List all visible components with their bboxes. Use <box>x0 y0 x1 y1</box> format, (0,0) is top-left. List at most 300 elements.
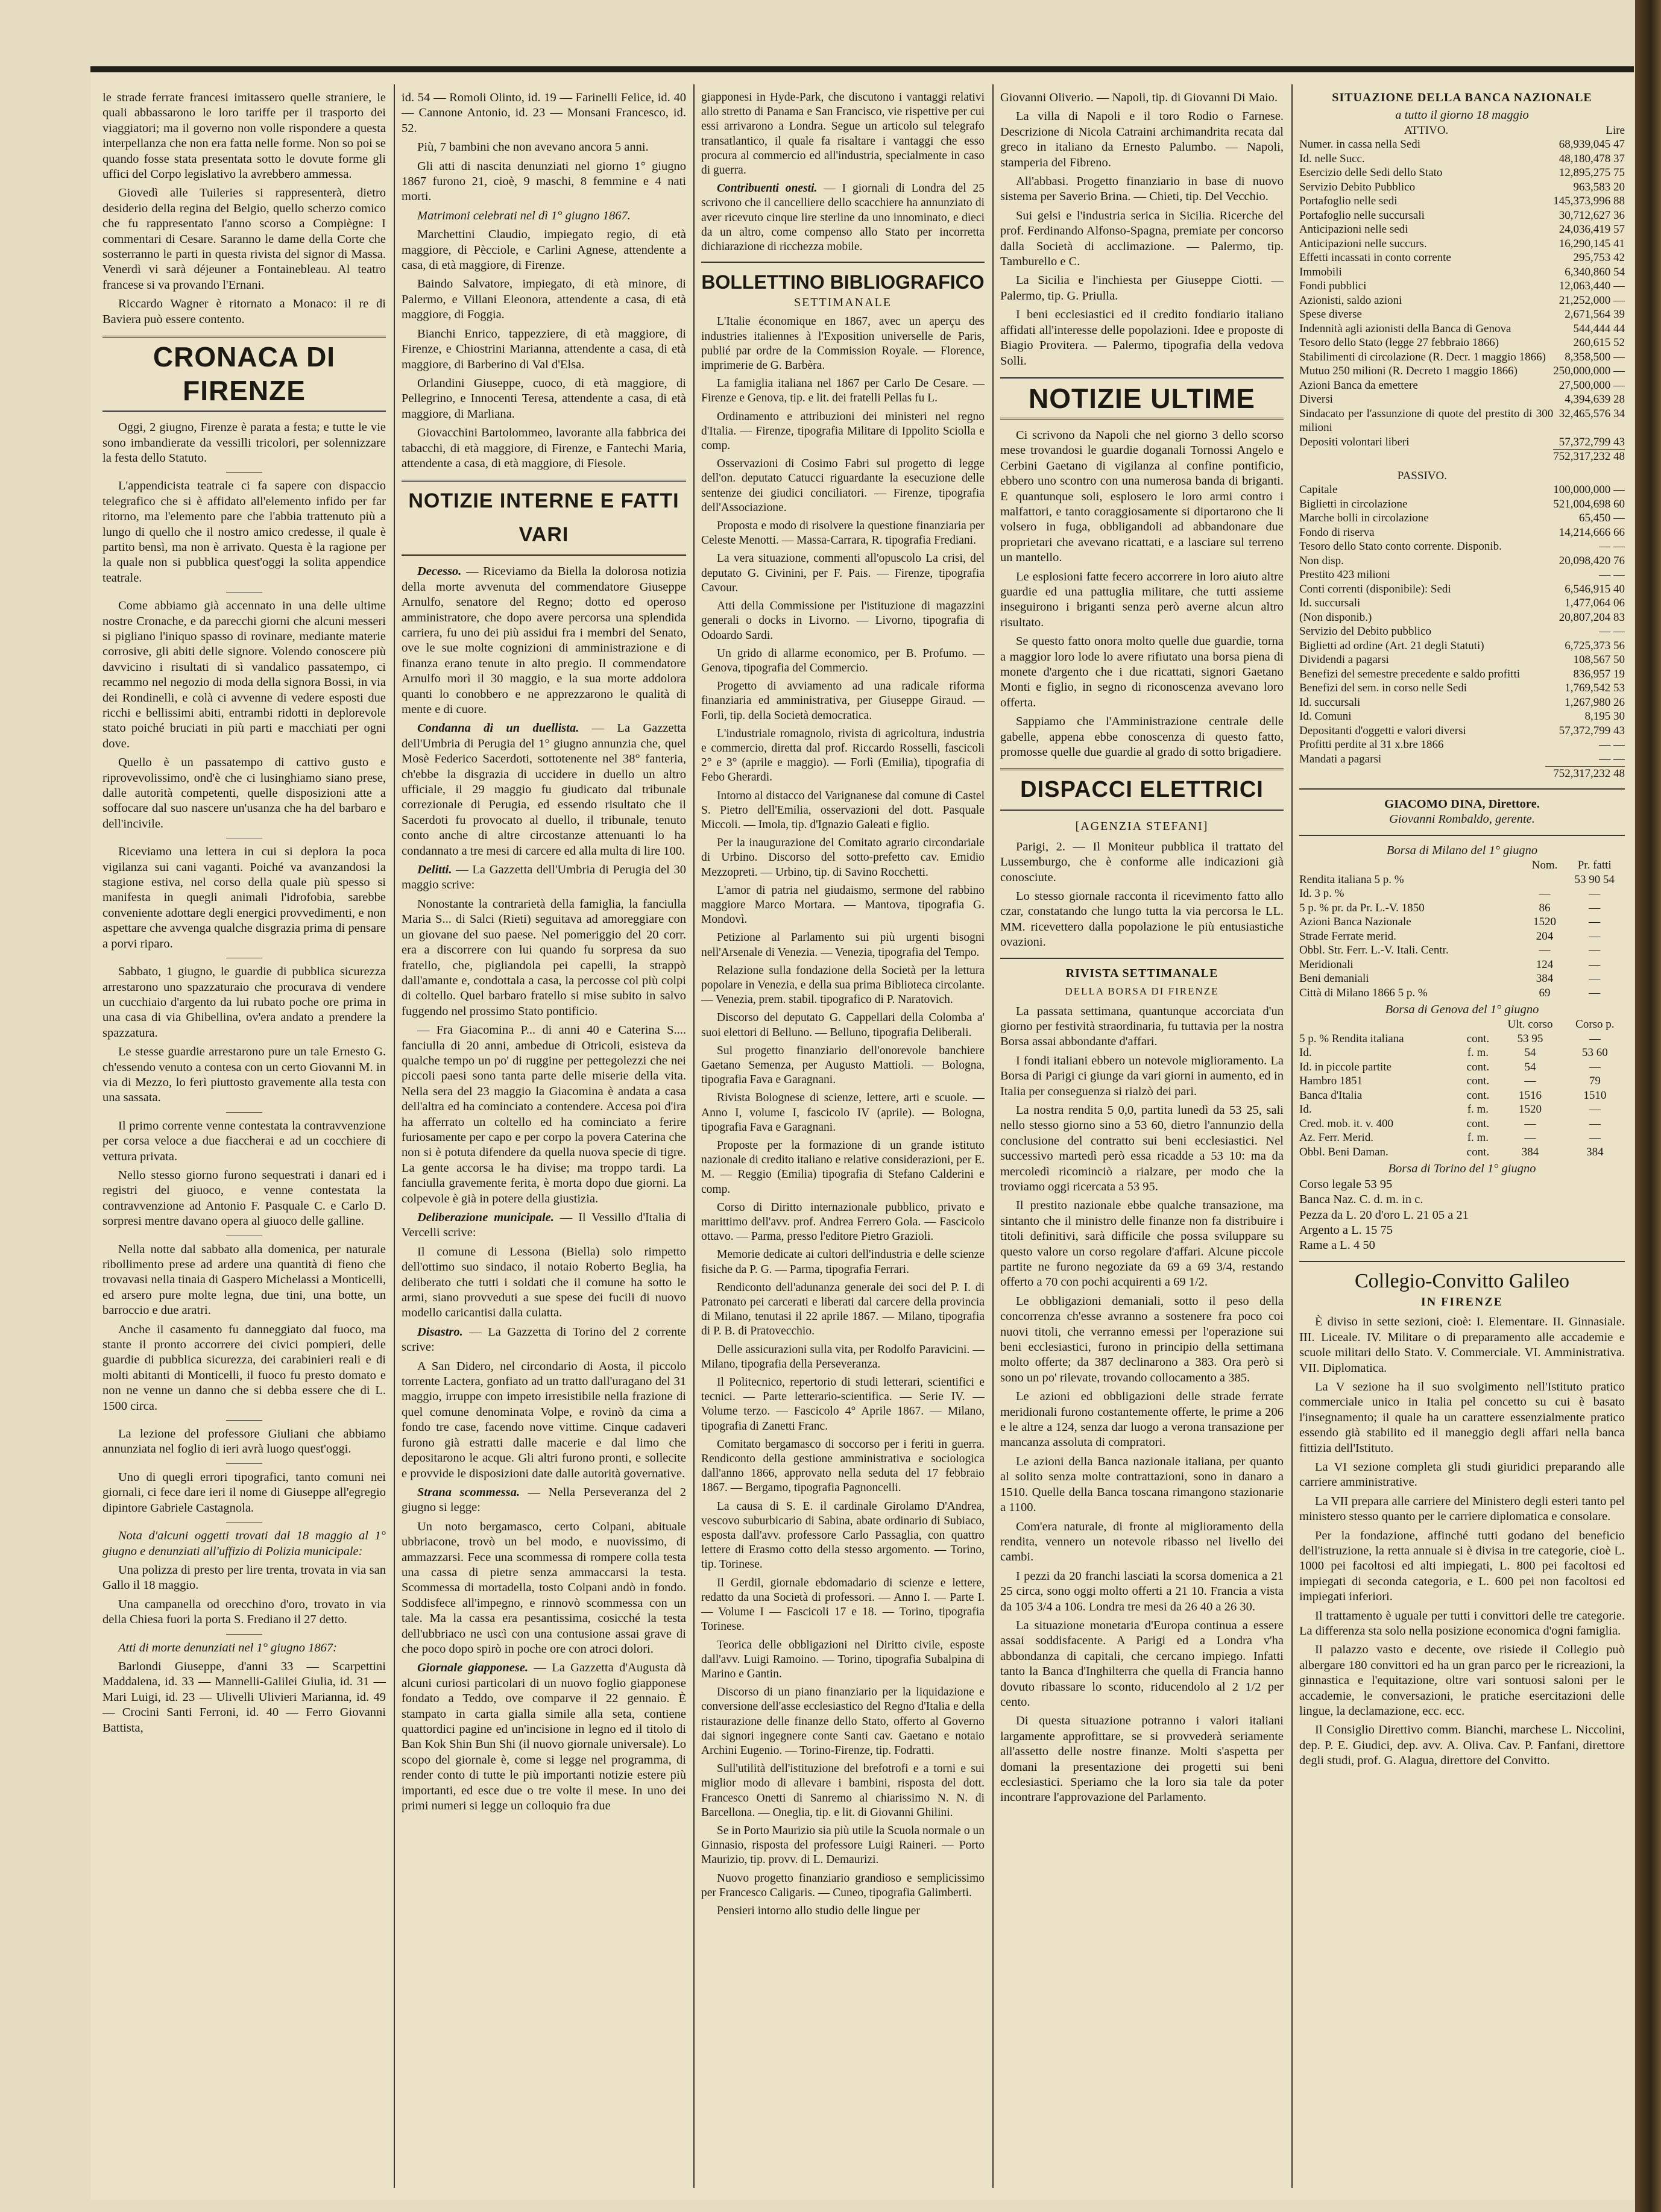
table-row <box>1299 929 1625 944</box>
table-cell: — <box>1524 1131 1536 1145</box>
table-cell: Obbl. Beni Daman. <box>1299 1145 1388 1158</box>
bibliography-entry: Intorno al distacco del Varignanese dal comune di Castel S. Pietro dell'Emilia, osservazioni del dott. Pasquale Miccoli. — Imola, tip. d'Ignazio Galeati e figlio. <box>701 789 985 831</box>
item-value: 100,000,000 — <box>1553 483 1625 497</box>
table-cell: Cred. mob. it. v. 400 <box>1299 1117 1394 1130</box>
bibliography-entry: Discorso di un piano finanziario per la liquidazione e conversione dell'asse ecclesiastico del Regno d'Italia e della ristaurazione delle finanze dello Stato, offerto al Governo dai signori ingegnere conte Santi cav. Gaetano e notaio Archini Eugenio. — Torino-Firenze, tip. Fodratti. <box>701 1686 985 1757</box>
paragraph: Per la fondazione, affinché tutti godano del beneficio dell'istruzione, la retta annuale si è divisa in tre categorie, cioè L. 1000 pei facoltosi ed alti impiegati, L. 800 pei facoltosi ed impiegati di seconda categoria, e L. 600 pei non facoltosi ed impiegati inferiori. <box>1299 1529 1625 1604</box>
table-cell: — <box>1589 901 1601 914</box>
column-header <box>1299 1017 1461 1032</box>
bibliography-entry: Sul progetto finanziario dell'onorevole banchiere Gaetano Semenza, per Augusto Mattioli. — Bologna, tipografia Fava e Garagnani. <box>701 1044 985 1087</box>
table-cell: Beni demaniali <box>1299 972 1369 985</box>
table-row <box>1299 407 1625 435</box>
bollettino-subheading: SETTIMANALE <box>794 296 892 310</box>
item-label: Spese diverse <box>1299 308 1362 321</box>
table-row <box>1299 180 1625 195</box>
item-label: Immobili <box>1299 265 1342 278</box>
divider <box>1299 835 1625 836</box>
item-label: Effetti incassati in conto corrente <box>1299 251 1451 265</box>
table-row <box>1299 539 1625 554</box>
paragraph: La passata settimana, quantunque accorciata d'un giorno per festività straordinaria, fu tuttavia per la nostra Borsa assai abbondante d'affari. <box>1000 1004 1284 1049</box>
item-value: 1,267,980 26 <box>1565 696 1625 709</box>
table-row <box>1299 1145 1625 1160</box>
table-row <box>1299 350 1625 365</box>
paragraph: giapponesi in Hyde-Park, che discutono i vantaggi relativi allo stretto di Panama e San Francisco, vie rispettive per cui essi arrivarono a Londra. Segue un articolo sul telegrafo transatlantico, il quale fa risaltare i vantaggi che esso procura al commercio ed all'industria, specialmente in caso di guerra. <box>701 91 985 177</box>
paragraph: Orlandini Giuseppe, cuoco, di età maggiore, di Pellegrino, e Innocenti Teresa, attendente a casa, di età maggiore, di Marliana. <box>402 376 686 421</box>
paragraph: Il Consiglio Direttivo comm. Bianchi, marchese L. Niccolini, dep. P. E. Giudici, dep. avv. A. Oliva. Cav. P. Fanfani, direttore degli studi, prof. G. Alagua, direttore del Convitto. <box>1299 1723 1625 1768</box>
table-cell: 54 <box>1524 1060 1536 1073</box>
item-value: 57,372,799 43 <box>1559 724 1625 737</box>
genova-title: Borsa di Genova del 1° giugno <box>1385 1003 1539 1017</box>
bibliography-entry: Il Politecnico, repertorio di studi letterari, scientifici e tecnici. — Parte letterario-scientifica. — Serie IV. — Volume terzo. — Fascicolo 4° Aprile 1867. — Milano, tipografia di Zanetti Franc. <box>701 1376 985 1433</box>
table-row <box>1299 709 1625 724</box>
table-cell: — <box>1589 1060 1601 1073</box>
table-row <box>1299 137 1625 152</box>
table-row <box>1299 497 1625 512</box>
table-cell: 5 p. % Rendita italiana <box>1299 1032 1404 1045</box>
divider <box>1299 1261 1625 1262</box>
paragraph: Bianchi Enrico, tappezziere, di età maggiore, di Firenze, e Chiostrini Marianna, attendente a casa, di età maggiore, di Barberino di Val d'Elsa. <box>402 327 686 371</box>
paragraph: id. 54 — Romoli Olinto, id. 19 — Farinelli Felice, id. 40 — Cannone Antonio, id. 23 — Monsani Francesco, id. 52. <box>402 91 686 135</box>
column-header: Ult. corso <box>1507 1018 1553 1031</box>
table-cell <box>1525 873 1565 887</box>
table-cell: — <box>1589 887 1601 900</box>
item-label: Sindacato per l'assunzione di quote del prestito di 300 milioni <box>1299 407 1554 435</box>
table-cell: 204 <box>1536 929 1554 943</box>
torino-list <box>1299 1177 1625 1254</box>
divider <box>701 262 985 263</box>
paragraph: Più, 7 bambini che non avevano ancora 5 anni. <box>417 140 649 154</box>
paragraph: La VI sezione completa gli studi giuridici preparando alle carriere amministrative. <box>1299 1460 1625 1489</box>
paragraph: La nostra rendita 5 0,0, partita lunedì da 53 25, sali nello stesso giorno sino a 53 60, dietro l'annunzio della conclusione del contratto sui beni ecclesiastici. Nel successivo martedì però essa ricadde a 53 10: ma da mercoledì ricominciò a rialzare, per modo che la troviamo oggi ricercata a 53 95. <box>1000 1103 1284 1193</box>
item-label: Marche bolli in circolazione <box>1299 512 1429 525</box>
bibliography-entry: I beni ecclesiastici ed il credito fondiario italiano affidati all'interesse delle popolazioni. Idee e proposte di Biagio Provitera. — Palermo, tipografia della vedova Solli. <box>1000 308 1284 368</box>
paragraph: Riccardo Wagner è ritornato a Monaco: il re di Baviera può essere contento. <box>102 297 386 326</box>
collegio-body <box>1299 1315 1625 1768</box>
table-cell: 53 90 54 <box>1574 873 1615 886</box>
item-label: Mutuo 250 milioni (R. Decreto 1 maggio 1866) <box>1299 365 1518 378</box>
table-row <box>1299 483 1625 497</box>
table-row <box>1299 322 1625 336</box>
bibliography-entry: All'abbasi. Progetto finanziario in base di nuovo sistema per Saverio Brina. — Chieti, tip. Del Vecchio. <box>1000 175 1284 204</box>
column-rule <box>1291 84 1293 2188</box>
paragraph: Sabbato, 1 giugno, le guardie di pubblica sicurezza arrestarono uno spazzaturaio che procurava di vendere un cucchiaio d'argento da lui rubato poche ore prima in una casa di via Ghibellina, ov'era andato a prendere la spazzatura. <box>102 965 386 1040</box>
paragraph: Se questo fatto onora molto quelle due guardie, torna a maggior loro lode lo avere rifiutato una borsa piena di monete d'argento che i due ricattati, signori Gaetano Monti e figlio, in segno di riconoscenza avevano loro offerta. <box>1000 635 1284 709</box>
table-cell: — <box>1589 916 1601 929</box>
table-cell: 1516 <box>1518 1089 1542 1102</box>
paragraph: Le azioni della Banca nazionale italiana, per quanto al solito senza molte contrattazioni, sono in danaro a 1510. Quelle della Banca toscana rimangono stazionarie a 1100. <box>1000 1454 1284 1515</box>
item-value: 6,725,373 56 <box>1565 639 1625 652</box>
table-row <box>1299 724 1625 738</box>
table-row <box>1299 958 1625 972</box>
table-row <box>1299 511 1625 526</box>
bibliography-entry: L'amor di patria nel giudaismo, sermone del rabbino maggiore Marco Mortara. — Mantova, tipografia G. Mondovì. <box>701 884 985 926</box>
milano-table <box>1299 858 1625 1000</box>
item-label: Biglietti in circolazione <box>1299 497 1408 511</box>
table-cell: 53 95 <box>1517 1032 1543 1045</box>
paragraph: Riceviamo una lettera in cui si deplora la poca vigilanza sui cani vaganti. Poiché va avanzandosi la stagione estiva, nel corso della quale più spesso si manifesta in quegli animali l'idrofobia, sarebbe conveniente adottare degli energici provvedimenti, e non aspettare che avvenga qualche disgrazia prima di pensare a porvi riparo. <box>102 845 386 950</box>
item-label: Numer. in cassa nella Sedi <box>1299 138 1421 151</box>
table-cell: Banca d'Italia <box>1299 1089 1363 1102</box>
table-row <box>1299 265 1625 280</box>
table-cell: 124 <box>1536 958 1554 971</box>
table-row <box>1299 1032 1625 1046</box>
table-row <box>1299 738 1625 752</box>
column-header <box>1299 858 1525 873</box>
item-value: 57,372,799 43 <box>1559 435 1625 448</box>
paragraph: Anche il casamento fu danneggiato dal fuoco, ma stante il pronto accorrere dei civici pompieri, delle guardie di pubblica sicurezza, dei carabinieri reali e di molti abitanti di Monticelli, il fuoco fu presto domato e non ne venne un danno che si debba essere che di L. 1500 circa. <box>102 1322 386 1413</box>
item-label: Profitti perdite al 31 x.bre 1866 <box>1299 738 1444 752</box>
paragraph: Di questa situazione potranno i valori italiani largamente approfittare, se si provvederà seriamente all'assetto delle nostre finanze. Molti s'aspetta per domani la presentazione dei progetti sui beni ecclesiastici. Speriamo che la loro sia tale da poter incontrare l'approvazione del Parlamento. <box>1000 1714 1284 1805</box>
bibliography-entry: Teorica delle obbligazioni nel Diritto civile, esposte dall'avv. Luigi Ramoino. — Torino, tipografia Subalpina di Marino e Gantin. <box>701 1638 985 1680</box>
item-label: Benefizi del sem. in corso nelle Sedi <box>1299 682 1467 695</box>
paragraph: Il trattamento è uguale per tutti i convittori delle tre categorie. La differenza sta solo nella posizione economica d'ogni famiglia. <box>1299 1609 1625 1638</box>
table-row <box>1299 379 1625 393</box>
paragraph: Com'era naturale, di fronte al miglioramento della rendita, vennero un notevole ribasso nel livello dei cambi. <box>1000 1519 1284 1564</box>
item-value: — — <box>1599 540 1625 553</box>
table-row <box>1299 752 1625 767</box>
item-label: Dividendi a pagarsi <box>1299 653 1389 667</box>
paragraph: Nella notte dal sabbato alla domenica, per naturale ribollimento prese ad ardere una quantità di fieno che trovavasi nella tinaia di Gaspero Michelassi a Monticelli, ed arsero pure molte legna, due tini, una botte, un barroccio e due aratri. <box>102 1242 386 1318</box>
item-value: 16,290,145 41 <box>1559 237 1625 250</box>
item-keyword: Disastro. <box>417 1325 463 1339</box>
banca-date: a tutto il giorno 18 maggio <box>1395 108 1529 122</box>
table-cell: — <box>1589 929 1601 943</box>
item-value: 145,373,996 88 <box>1553 195 1625 208</box>
table-cell: 384 <box>1521 1145 1539 1158</box>
item-value: — — <box>1599 738 1625 752</box>
objects-title: Nota d'alcuni oggetti trovati dal 18 maggio al 1° giugno e denunziati all'uffizio di Polizia municipale: <box>102 1529 386 1558</box>
table-row <box>1299 209 1625 223</box>
notizie-interne-heading: NOTIZIE INTERNE E FATTI VARI <box>402 480 686 556</box>
item-value: 20,807,204 83 <box>1559 611 1625 624</box>
paragraph: Le azioni ed obbligazioni delle strade ferrate meridionali furono costantemente offerte, le prime a 206 e le altre a 124, senza dar luogo a verona transazione per mancanza assoluta di compratori. <box>1000 1390 1284 1450</box>
table-row <box>1299 582 1625 597</box>
passivo-table <box>1299 469 1625 781</box>
rivista-title: RIVISTA SETTIMANALE <box>1065 966 1218 980</box>
bibliography-entry: Rivista Bolognese di scienze, lettere, arti e scuole. — Anno I, volume I, fascicolo IV (aprile). — Bologna, tipografia Fava e Garagnani. <box>701 1092 985 1134</box>
item-label: Id. nelle Succ. <box>1299 152 1365 165</box>
paragraph: I pezzi da 20 franchi lasciati la scorsa domenica a 21 25 circa, sono oggi molto offerti a 21 10. Francia a vista da 105 3/4 a 106. Londra tre mesi da 26 40 a 26 30. <box>1000 1569 1284 1613</box>
passivo-label: PASSIVO. <box>1397 469 1447 482</box>
dispacci-heading: DISPACCI ELETTRICI <box>1000 768 1284 811</box>
bibliography-entry: La famiglia italiana nel 1867 per Carlo De Cesare. — Firenze e Genova, tip. e lit. dei fratelli Pellas fu L. <box>701 377 985 405</box>
table-row <box>1299 307 1625 322</box>
rivista-body <box>1000 1004 1284 1806</box>
table-cell: f. m. <box>1467 1046 1489 1060</box>
item-value: 30,712,627 36 <box>1559 209 1625 222</box>
paragraph: Sappiamo che l'Amministrazione centrale delle gabelle, appena ebbe conoscenza di questo fatto, promosse quelle due guardie al grado di sotto brigadiere. <box>1000 715 1284 759</box>
paragraph: Quello è un passatempo di cattivo gusto e riprovevolissimo, ond'è che ci lusinghiamo siano prese, dalle autorità competenti, quelle disposizioni atte a soffocare dal suo nascere un'usanza che ha del barbaro e dell'incivile. <box>102 756 386 831</box>
paragraph: Le esplosioni fatte fecero accorrere in loro aiuto altre guardie ed una pattuglia militare, che tutti assieme inseguirono i briganti senza però averne alcun altro risultato. <box>1000 570 1284 629</box>
table-row <box>1299 364 1625 379</box>
table-header-row <box>1299 1017 1625 1032</box>
dispacci-subheading: [AGENZIA STEFANI] <box>1075 820 1209 834</box>
bibliography-entry: Discorso del deputato G. Cappellari della Colomba a' suoi elettori di Belluno. — Belluno, tipografia Deliberali. <box>701 1011 985 1039</box>
table-row <box>1299 1060 1625 1075</box>
bibliography-entry: Progetto di avviamento ad una radicale riforma finanziaria ed amministrativa, per Giuseppe Giraud. — Forlì, tip. della Società democratica. <box>701 680 985 722</box>
table-cell: Città di Milano 1866 5 p. % <box>1299 986 1428 999</box>
notizie-ultime-heading: NOTIZIE ULTIME <box>1000 377 1284 419</box>
torino-title: Borsa di Torino del 1° giugno <box>1388 1162 1536 1176</box>
item-value: 521,004,698 60 <box>1553 497 1625 511</box>
table-cell: Id. in piccole partite <box>1299 1060 1392 1073</box>
table-row <box>1299 887 1625 901</box>
divider <box>226 1112 262 1113</box>
paragraph: La situazione monetaria d'Europa continua a essere assai soddisfacente. A Parigi ed a Londra v'ha abbondanza di capitali, che cercano impiego. Infatti tanto la Banca d'Inghilterra che quella di Francia hanno dovuto ribassare lo sconto, riducendolo al 2 1/2 per cento. <box>1000 1618 1284 1709</box>
table-cell: — <box>1539 944 1551 957</box>
item-value: 14,214,666 66 <box>1559 526 1625 539</box>
bibliography-entry: Petizione al Parlamento sui più urgenti bisogni nell'Arsenale di Venezia. — Venezia, tipografia del Tempo. <box>701 931 985 959</box>
table-row <box>1299 279 1625 294</box>
table-cell: Strade Ferrate merid. <box>1299 929 1396 943</box>
item-label: Tesoro dello Stato (legge 27 febbraio 1866) <box>1299 336 1499 350</box>
item-keyword: Deliberazione municipale. <box>417 1211 554 1224</box>
table-cell: f. m. <box>1467 1103 1489 1116</box>
newspaper-page <box>90 66 1634 2200</box>
deaths-list: Barlondi Giuseppe, d'anni 33 — Scarpettini Maddalena, id. 33 — Mannelli-Galilei Giulia, id. 31 — Mari Luigi, id. 23 — Ulivelli Ulivieri Marianna, id. 49 — Crocini Santi Ferroni, id. 40 — Ferro Giovanni Battista, <box>102 1659 386 1735</box>
item-value: 12,895,275 75 <box>1559 166 1625 180</box>
table-row <box>1299 972 1625 986</box>
bibliography-entry: Per la inaugurazione del Comitato agrario circondariale di Urbino. Discorso del sotto-prefetto cav. Emidio Mezzopreti. — Urbino, tip. di Savino Rocchetti. <box>701 837 985 879</box>
item-label: Benefizi del semestre precedente e saldo profitti <box>1299 667 1521 680</box>
item-label: Esercizio delle Sedi dello Stato <box>1299 166 1443 180</box>
marriages-title: Matrimoni celebrati nel dì 1° giugno 1867. <box>417 209 631 222</box>
banca-title: SITUAZIONE DELLA BANCA NAZIONALE <box>1332 91 1592 104</box>
item-label: Prestito 423 milioni <box>1299 568 1390 582</box>
table-row <box>1299 653 1625 667</box>
table-row <box>1299 237 1625 251</box>
item-label: Azionisti, saldo azioni <box>1299 294 1402 307</box>
column-header: Pr. fatti <box>1577 859 1612 872</box>
paragraph: le strade ferrate francesi imitassero quelle straniere, le quali abbassarono le loro tariffe per il trasporto dei viaggiatori; ma il governo non volle rispondere a questa interpellanza che non era fatta nelle forme. Non so poi se quando fosse stata presentata sotto le dovute forme gli uffici del Corpo legislativo la avrebbero ammessa. <box>102 91 386 181</box>
item-label: Anticipazioni nelle sedi <box>1299 223 1408 236</box>
item-value: 65,450 — <box>1579 512 1625 525</box>
table-cell: — <box>1589 1032 1601 1045</box>
table-row <box>1299 1102 1625 1117</box>
item-value: 24,036,419 57 <box>1559 223 1625 236</box>
rivista-subtitle: DELLA BORSA DI FIRENZE <box>1065 985 1219 998</box>
item-value: 20,098,420 76 <box>1559 554 1625 567</box>
torino-line: Banca Naz. C. d. m. in c. <box>1299 1193 1423 1207</box>
milano-title: Borsa di Milano del 1° giugno <box>1386 843 1538 857</box>
bibliography-entry: Il Gerdil, giornale ebdomadario di scienze e lettere, redatto da una Società di professori. — Anno I. — Parte I. — Volume I — Fascicoli 17 e 18. — Torino, tipografia Torinese. <box>701 1576 985 1633</box>
bibliography-entry: La Sicilia e l'inchiesta per Giuseppe Ciotti. — Palermo, tip. G. Priulla. <box>1000 274 1284 303</box>
column-1 <box>102 90 386 2182</box>
table-row <box>1299 526 1625 540</box>
bibliography-entry: La causa di S. E. il cardinale Girolamo D'Andrea, vescovo suburbicario di Sabina, abate ordinario di Subiaco, esposta dall'avv. professore Carlo Passaglia, con quattro lettere di Erasmo cotto della stesso argomento. — Torino, tip. Torinese. <box>701 1500 985 1571</box>
item-text: Un noto bergamasco, certo Colpani, abituale ubbriacone, trovò un bel modo, e nuovissimo, di ammazzarsi. Fece una scommessa di rompere colla testa una cassa di pietre senza ammaccarsi la testa. Scommessa di mortadella, tosto Colpani andò in fondo. Soddisfece all'impegno, e rinnovò scommessa con un tale. Ma la cassa era pesantissima, cosicché la testa dell'ubbriaco ne uscì con una contusione assai grave di che poco dopo spirò in poche ore con atroci dolori. <box>402 1519 686 1656</box>
paragraph: I fondi italiani ebbero un notevole miglioramento. La Borsa di Parigi ci giunge da vari giorni in aumento, ed in Italia per conseguenza si rialzò dei pari. <box>1000 1054 1284 1098</box>
item-value: — — <box>1599 625 1625 638</box>
table-cell: f. m. <box>1467 1131 1489 1145</box>
item-value: 8,358,500 — <box>1565 350 1625 363</box>
table-cell: — <box>1589 944 1601 957</box>
bibliography-entry: Sui gelsi e l'industria serica in Sicilia. Ricerche del prof. Ferdinando Alfonso-Spagna, premiate per concorso dalla Società di acclimazione. — Palermo, tip. Tamburello e C. <box>1000 209 1284 269</box>
table-cell: cont. <box>1466 1060 1490 1073</box>
item-label: Id. Comuni <box>1299 710 1352 723</box>
table-row <box>1299 222 1625 237</box>
table-cell: 86 <box>1539 901 1551 914</box>
deaths-title: Atti di morte denunziati nel 1° giugno 1867: <box>118 1641 337 1654</box>
item-label: Portafoglio nelle succursali <box>1299 209 1425 222</box>
divider <box>226 1463 262 1464</box>
paragraph: Ci scrivono da Napoli che nel giorno 3 dello scorso mese trovandosi le guardie doganali Tornossi Angelo e Cerbini Gaetano di vigilanza al confine pontificio, ebbero uno scontro con una numerosa banda di briganti. E quantunque soli, esplosero le loro armi contro i malfattori, e tanto coraggiosamente si diportarono che li volsero in fuga, obbligandoli ad abbandonare due proprietari che avevano ricattati, e a lasciare sul terreno un mantello. <box>1000 428 1284 565</box>
column-header <box>1461 1017 1496 1032</box>
paragraph: Nello stesso giorno furono sequestrati i danari ed i registri del giuoco, e venne contestata la contravvenzione ad Antonio F. Pasquale C. e Carlo D. sorpresi mentre davano opera al giuoco delle galline. <box>102 1168 386 1228</box>
bibliography-entry: Giovanni Oliverio. — Napoli, tip. di Giovanni Di Maio. <box>1000 91 1278 104</box>
item-label: Depositanti d'oggetti e valori diversi <box>1299 724 1466 737</box>
director: GIACOMO DINA, Direttore. <box>1384 797 1540 811</box>
table-row <box>1299 1074 1625 1089</box>
table-row <box>1299 336 1625 350</box>
bibliography-entry: Proposta e modo di risolvere la questione finanziaria per Celeste Menotti. — Massa-Carrara, R. tipografia Frediani. <box>701 520 985 547</box>
torino-line: Pezza da L. 20 d'oro L. 21 05 a 21 <box>1299 1208 1469 1222</box>
bibliography-entry: L'Italie économique en 1867, avec un aperçu des industries italiennes à l'Exposition universelle de Paris, publié par ordre de la Commission Royale. — Florence, imprimerie de G. Barbèra. <box>701 315 985 372</box>
bibliography-entry: Osservazioni di Cosimo Fabri sul progetto di legge dell'on. deputato Catucci riguardante la esecuzione delle sentenze dei giudici conciliatori. — Firenze, tipografia dell'Associazione. <box>701 457 985 514</box>
item-label: Id. succursali <box>1299 696 1361 709</box>
table-row <box>1299 681 1625 696</box>
item-value: 12,063,440 — <box>1559 280 1625 293</box>
table-cell: — <box>1589 1117 1601 1130</box>
item-label: Capitale <box>1299 483 1338 497</box>
bibliography-entry: L'industriale romagnolo, rivista di agricoltura, industria e commercio, diretta dal prof. Riccardo Rosselli, fascicoli 2° e 3° (aprile e maggio). — Forlì (Emilia), tipografia di Febo Gherardi. <box>701 727 985 784</box>
table-cell: — <box>1589 958 1601 971</box>
item-keyword: Condanna di un duellista. <box>417 721 579 735</box>
collegio-title: Collegio-Convitto Galileo <box>1354 1269 1570 1292</box>
table-cell: 69 <box>1539 986 1551 999</box>
bibliography-entry: Memorie dedicate ai cultori dell'industria e delle scienze fisiche da P. G. — Parma, tipografia Ferrari. <box>701 1248 985 1276</box>
torino-line: Corso legale 53 95 <box>1299 1177 1393 1191</box>
bibliography-list-cont <box>1000 90 1284 369</box>
table-cell: 1510 <box>1583 1089 1607 1102</box>
table-row <box>1299 1046 1625 1060</box>
item-value: 6,340,860 54 <box>1565 265 1625 278</box>
table-cell: — <box>1589 972 1601 985</box>
paragraph: Il prestito nazionale ebbe qualche transazione, ma sintanto che il ministro delle finanze non fa distribuire i titoli definitivi, sarà difficile che possa sviluppare su questo valore un corso regolare d'affari. Alcune piccole partite ne furono negoziate da 69 a 69 3/4, restando offerto a 70 con pochi acquirenti a 69 1/2. <box>1000 1199 1284 1289</box>
table-row <box>1299 568 1625 582</box>
item-label: Stabilimenti di circolazione (R. Decr. 1 maggio 1866) <box>1299 350 1546 363</box>
item-value: — — <box>1599 568 1625 582</box>
item-keyword: Contribuenti onesti. <box>717 182 818 195</box>
attivo-label: ATTIVO. <box>1404 124 1449 137</box>
bibliography-entry: Pensieri intorno allo studio delle lingue per <box>717 1904 920 1917</box>
item-keyword: Delitti. <box>417 863 452 877</box>
paragraph: Una polizza di presto per lire trenta, trovata in via san Gallo il 18 maggio. <box>102 1563 386 1592</box>
item-text: — Riceviamo da Biella la dolorosa notizia della morte avvenuta del commendatore Giuseppe Arnulfo, senatore del Regno; dotto ed operoso amministratore, che dopo avere percorsa una splendida carriera, fu uno dei più assidui fra i membri del Senato, ove le sue molte cognizioni di amministrazione e di finanza erano tenute in alto pregio. Il commendatore Arnulfo morì il 30 maggio, e la sua morte addolora quanti lo conobbero e ne apprezzarono le qualità di mente e di cuore. <box>402 565 686 716</box>
item-value: 27,500,000 — <box>1559 379 1625 392</box>
item-label: Servizio del Debito pubblico <box>1299 625 1431 638</box>
paragraph: Marchettini Claudio, impiegato regio, di età maggiore, di Pècciole, e Carlini Agnese, attendente a casa, di età maggiore, di Firenze. <box>402 228 686 272</box>
table-cell: — <box>1539 887 1551 900</box>
table-cell: Obbl. Str. Ferr. L.-V. Itali. Centr. <box>1299 944 1449 957</box>
attivo-total: 752,317,232 48 <box>1553 450 1625 463</box>
table-cell: Azioni Banca Nazionale <box>1299 916 1411 929</box>
item-label: Biglietti ad ordine (Art. 21 degli Statuti) <box>1299 639 1484 652</box>
column-5 <box>1299 90 1625 2182</box>
item-label: Diversi <box>1299 393 1333 406</box>
table-cell: — <box>1589 986 1601 999</box>
torino-line: Rame a L. 4 50 <box>1299 1239 1375 1252</box>
column-header: Nom. <box>1531 859 1558 872</box>
bibliography-entry: Un grido di allarme economico, per B. Profumo. — Genova, tipografia del Commercio. <box>701 647 985 674</box>
table-cell: 384 <box>1586 1145 1604 1158</box>
divider <box>1000 958 1284 959</box>
item-label: Servizio Debito Pubblico <box>1299 180 1416 193</box>
item-value: 6,546,915 40 <box>1565 582 1625 595</box>
table-cell: Az. Ferr. Merid. <box>1299 1131 1373 1145</box>
paragraph: Le stesse guardie arrestarono pure un tale Ernesto G. ch'essendo venuto a contesa con un certo Giovanni M. in via di Mezzo, lo ferì piuttosto gravemente alla testa con una sassata. <box>102 1045 386 1105</box>
column-rule <box>693 84 695 2188</box>
table-row <box>1299 251 1625 265</box>
paragraph: Oggi, 2 giugno, Firenze è parata a festa; e tutte le vie sono imbandierate da vessilli tricolori, per solennizzare la festa dello Statuto. <box>102 421 386 465</box>
item-value: 963,583 20 <box>1573 180 1625 193</box>
paragraph: Baindo Salvatore, impiegato, di età minore, di Palermo, e Villani Eleonora, attendente a casa, di età maggiore, di Foggia. <box>402 277 686 322</box>
item-label: Indennità agli azionisti della Banca di Genova <box>1299 322 1511 335</box>
item-value: 2,671,564 39 <box>1565 308 1625 321</box>
item-keyword: Decesso. <box>417 565 462 579</box>
table-cell: — <box>1524 1075 1536 1088</box>
paragraph: La VII prepara alle carriere del Ministero degli esteri tanto pel ministero stesso quanto per le carriere diplomatica e consolare. <box>1299 1494 1625 1524</box>
item-keyword: Giornale giapponese. <box>417 1661 529 1675</box>
table-cell: 54 <box>1524 1046 1536 1060</box>
table-cell: Id. <box>1299 1103 1312 1116</box>
table-row <box>1299 611 1625 625</box>
item-text: Il comune di Lessona (Biella) solo rimpetto dell'ottimo suo sindaco, il notaio Roberto Beglia, ha deliberato che tutti i soldati che il comune ha sotto le armi, siano provveduti a sue spese dei fucili di nuovo modello caricantisi dalla culatta. <box>402 1245 686 1320</box>
table-row <box>1299 596 1625 611</box>
table-cell: Hambro 1851 <box>1299 1075 1363 1088</box>
item-label: Anticipazioni nelle succurs. <box>1299 237 1427 250</box>
item-value: 68,939,045 47 <box>1559 138 1625 151</box>
table-row <box>1299 901 1625 916</box>
collegio-subtitle: IN FIRENZE <box>1420 1295 1504 1309</box>
table-cell: cont. <box>1466 1089 1490 1102</box>
table-cell: — <box>1589 1131 1601 1145</box>
paragraph: Gli atti di nascita denunziati nel giorno 1° giugno 1867 furono 21, cioè, 9 maschi, 8 femmine e 4 nati morti. <box>402 159 686 204</box>
item-label: Conti correnti (disponibile): Sedi <box>1299 582 1451 595</box>
item-text: — La Gazzetta di Torino del 2 corrente scrive: <box>402 1325 686 1354</box>
table-cell: Id. <box>1299 1046 1312 1060</box>
bibliography-entry: La villa di Napoli e il toro Rodio o Farnese. Descrizione di Nicola Catraini archimandrita recata dal greco in italiano da Ernesto Palumbo. — Napoli, stamperia del Fibreno. <box>1000 110 1284 169</box>
bibliography-entry: Sull'utilità dell'istituzione del brefotrofi e a torni e sui miglior modo di allevare i bambini, risposta del dott. Francesco Onetti di Sanremo al chiarissimo N. N. di Barcellona. — Oneglia, tip. e lit. di Giovanni Ghilini. <box>701 1762 985 1819</box>
item-value: 1,477,064 06 <box>1565 597 1625 610</box>
item-text: — Fra Giacomina P... di anni 40 e Caterina S.... fanciulla di 20 anni, ambedue di Otricoli, esisteva da qualche tempo un po' di ruggine per pettegolezzi che nei piccoli paesi sono tanta parte delle miserie della vita. Nella sera del 23 maggio la Giacomina è andata a casa dell'altra ed ha cominciato a contendere. Accesa poi d'ira ha afferrato un coltello ed ha cominciato a ferire furiosamente per capo e per corpo la povera Caterina che non si è potuta difendere da quella nuova specie di tigre. La gente accorsa le ha divise; ma troppo tardi. La fanciulla gravemente ferita, è morta dopo due giorni. La colpevole è già in potere della giustizia. <box>402 1023 686 1205</box>
paragraph: È diviso in sette sezioni, cioè: I. Elementare. II. Ginnasiale. III. Liceale. IV. Militare o di preparamento alle accademie e scuole militari dello Stato. V. Commerciale. VI. Amministrativa. VII. Diplomatica. <box>1299 1315 1625 1375</box>
item-text: Nonostante la contrarietà della famiglia, la fanciulla Maria S... di Salci (Rieti) seguitava ad amoreggiare con un giovane del suo paese. Nel pomeriggio del 20 corr. era a discorrere con lui quando fu sorpresa da suo fratello, che, pigliandola pei capelli, la strappò dall'amante e, condottala a casa, la percosse col più colpi di coltello. Quel barbaro fratello si mise subito in salvo fuggendo nel prossimo Stato pontificio. <box>402 897 686 1018</box>
table-cell: cont. <box>1466 1032 1490 1045</box>
table-row <box>1299 1089 1625 1103</box>
table-row <box>1299 1117 1625 1131</box>
item-text: — Nella Perseveranza del 2 giugno si legge: <box>402 1485 686 1515</box>
item-keyword: Strana scommessa. <box>417 1485 520 1499</box>
divider <box>226 472 262 473</box>
divider <box>226 1420 262 1421</box>
bibliography-list <box>701 315 985 1918</box>
paragraph: La V sezione ha il suo svolgimento nell'Istituto pratico commerciale unico in Italia pel concetto su cui è basato l'insegnamento; il quale ha un carattere essenzialmente pratico essendo già stabilito ed il maneggio degli affari nella banca fittizia dell'Istituto. <box>1299 1380 1625 1455</box>
bollettino-heading: BOLLETTINO BIBLIOGRAFICO <box>701 271 985 294</box>
item-label: (Non disponib.) <box>1299 611 1372 624</box>
item-text: — La Gazzetta d'Augusta dà alcuni curiosi particolari di un nuovo foglio giapponese fondato a Teddo, ove comparve il 22 gennaio. È stampato in carta gialla simile alla seta, contiene quattordici pagine ed un'incisione in legno ed il titolo di Ban Kok Shin Bun Shi (il nuovo giornale universale). Lo scopo del giornale è, come si legge nel programma, di render conto di tutte le più importanti notizie estere più importanti, ed esce due o tre volte il mese. In uno dei primi numeri si legge un colloquio fra due <box>402 1661 686 1813</box>
table-cell: Meridionali <box>1299 958 1354 971</box>
table-cell: — <box>1524 1117 1536 1130</box>
paragraph: Il palazzo vasto e decente, ove risiede il Collegio può albergare 180 convittori ed ha un gran parco per le ricreazioni, la ginnastica e l'equitazione, oltre vari sontuosi saloni per le accademie, le conversazioni, le pratiche esercitazioni delle lingue, la declamazione, ecc. ecc. <box>1299 1643 1625 1718</box>
bibliography-entry: Se in Porto Maurizio sia più utile la Scuola normale o un Ginnasio, risposta del professore Luigi Raineri. — Porto Maurizio, tip. provv. di L. Demaurizi. <box>701 1824 985 1867</box>
item-value: 250,000,000 — <box>1553 365 1625 378</box>
item-text: A San Didero, nel circondario di Aosta, il piccolo torrente Lactera, gonfiato ad un tratto dall'uragano del 31 maggio, irruppe con impeto irresistibile nella frazione di quel comune denominata Volpe, e rovinò da cima a fondo tre case, facendo nove vittime. Cinque cadaveri furono già estratti dalle macerie e dal limo che depositarono le acque. Gli altri furono pronti, e sollecite e provvide le disposizioni date dalle autorità governative. <box>402 1359 686 1480</box>
table-row <box>1299 554 1625 568</box>
table-cell: — <box>1589 1103 1601 1116</box>
table-cell: 79 <box>1589 1075 1601 1088</box>
table-row <box>1299 943 1625 958</box>
